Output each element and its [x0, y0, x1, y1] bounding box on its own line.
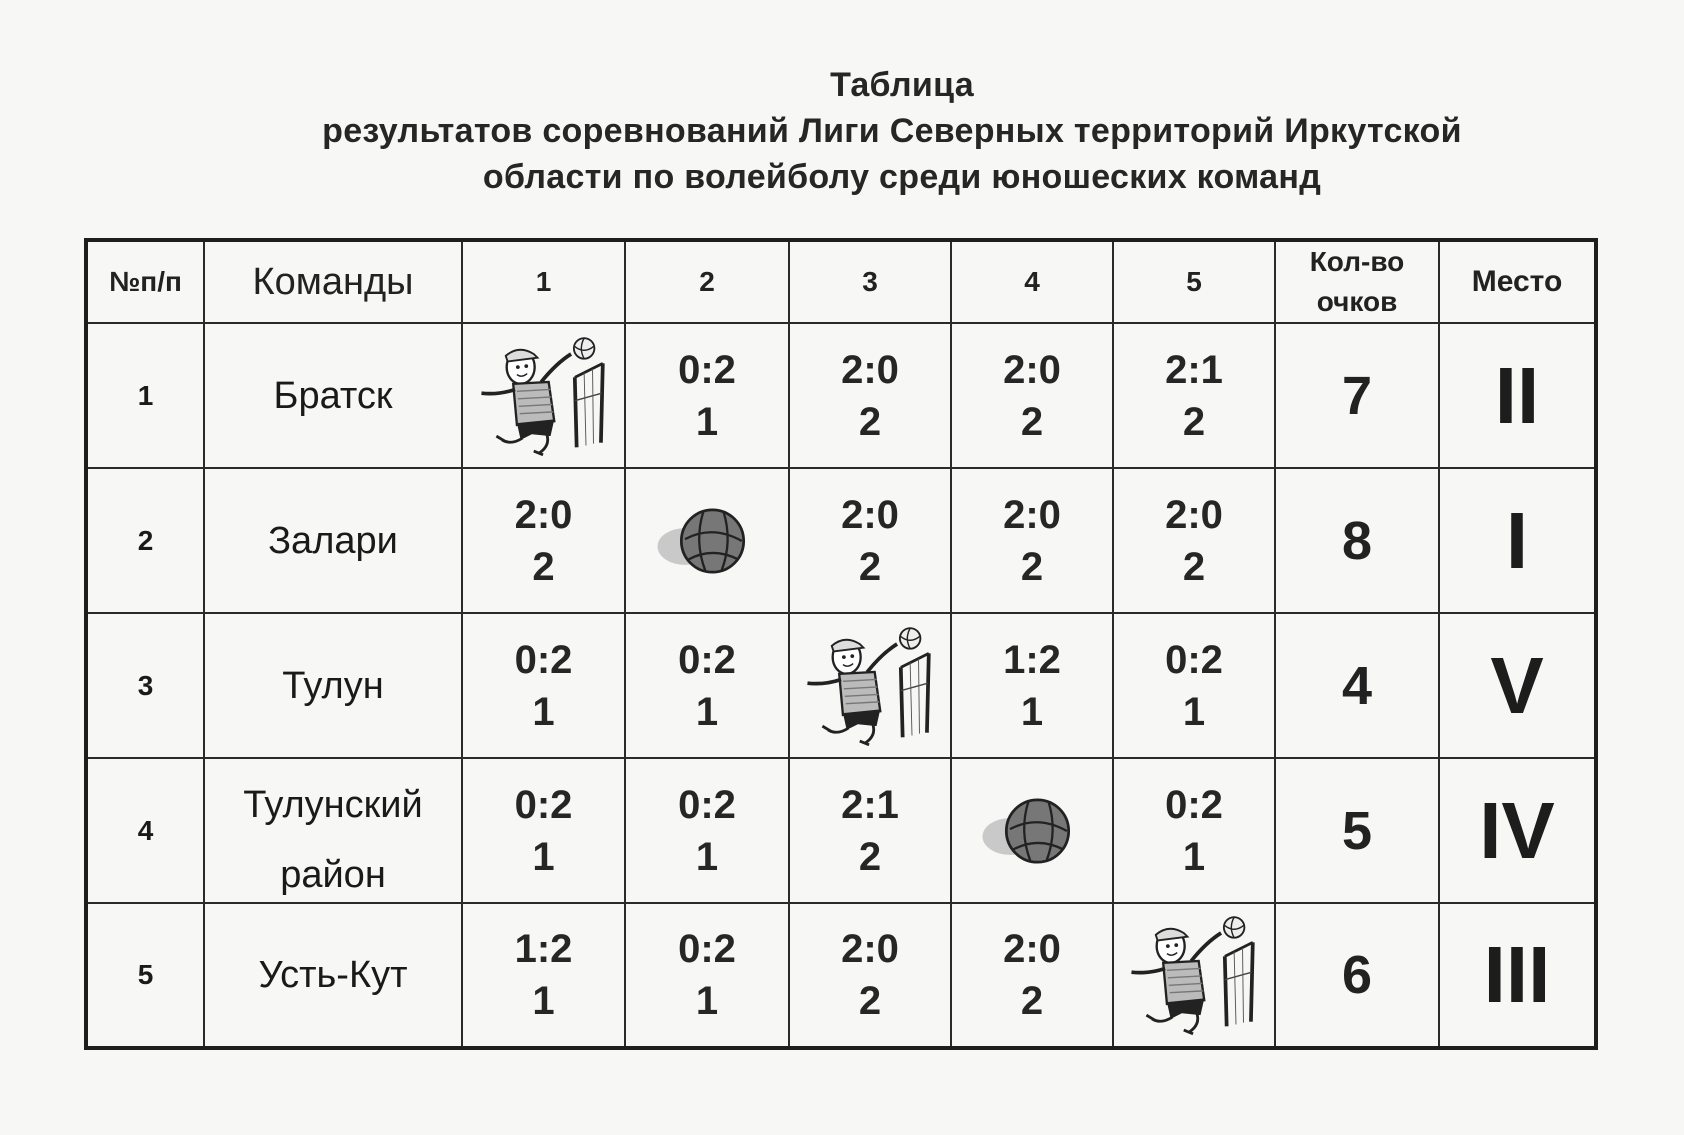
match-points: 1 — [532, 979, 555, 1023]
row-number: 2 — [86, 468, 204, 613]
score-cell — [1113, 613, 1275, 758]
team-name-line-1: Тулунский — [243, 783, 423, 826]
set-score: 0:2 — [1165, 637, 1223, 682]
score-cell — [951, 323, 1113, 468]
match-points: 2 — [1182, 544, 1206, 589]
match-points: 1 — [695, 399, 719, 444]
score-cell — [462, 758, 625, 903]
header-num: №п/п — [86, 240, 204, 323]
match-points: 1 — [695, 689, 719, 734]
header-col-1: 1 — [462, 240, 625, 323]
team-name: Залари — [204, 468, 462, 613]
title-line-1: Таблица — [830, 66, 974, 104]
results-table — [84, 238, 1598, 1050]
diagonal-cell — [462, 323, 625, 468]
match-points: 2 — [858, 544, 882, 589]
match-points: 2 — [1020, 544, 1044, 589]
table-row — [86, 468, 1596, 613]
score-cell — [789, 758, 951, 903]
table-row — [86, 758, 1596, 903]
diagonal-cell — [1113, 903, 1275, 1048]
team-name: Братск — [204, 323, 462, 468]
header-teams: Команды — [204, 240, 462, 323]
match-points: 2 — [858, 979, 882, 1023]
row-number: 1 — [86, 323, 204, 468]
header-col-5: 5 — [1113, 240, 1275, 323]
set-score: 2:0 — [1003, 927, 1061, 971]
diagonal-cell — [625, 468, 789, 613]
match-points: 1 — [695, 979, 719, 1023]
score-cell — [789, 323, 951, 468]
title-block — [0, 62, 1684, 200]
set-score: 0:2 — [678, 927, 736, 971]
match-points: 1 — [695, 834, 719, 879]
total-points: 5 — [1275, 758, 1439, 903]
match-points: 2 — [1020, 399, 1044, 444]
match-points: 1 — [1182, 689, 1206, 734]
title-line-2: результатов соревнований Лиги Северных территорий Иркутской — [322, 112, 1462, 150]
match-points: 1 — [1020, 689, 1044, 734]
score-cell — [789, 468, 951, 613]
match-points: 2 — [858, 834, 882, 879]
total-points: 7 — [1275, 323, 1439, 468]
team-name: Усть-Кут — [204, 903, 462, 1048]
title-line-3: области по волейболу среди юношеских команд — [482, 158, 1322, 196]
volleyball-player-icon — [474, 335, 614, 457]
score-cell — [951, 613, 1113, 758]
volleyball-player-icon — [800, 625, 940, 747]
set-score: 2:0 — [1003, 347, 1061, 392]
team-name — [204, 758, 462, 903]
header-col-2: 2 — [625, 240, 789, 323]
set-score: 2:1 — [1165, 347, 1223, 392]
score-cell — [951, 468, 1113, 613]
set-score: 2:0 — [1003, 492, 1061, 537]
set-score: 2:0 — [1165, 492, 1223, 537]
match-points: 2 — [532, 544, 555, 589]
place: III — [1439, 903, 1596, 1048]
score-cell — [625, 903, 789, 1048]
match-points: 2 — [1020, 979, 1044, 1023]
match-points: 2 — [858, 399, 882, 444]
row-number: 5 — [86, 903, 204, 1048]
header-col-4: 4 — [951, 240, 1113, 323]
set-score: 0:2 — [678, 782, 736, 827]
set-score: 2:0 — [841, 492, 899, 537]
place: I — [1439, 468, 1596, 613]
header-points — [1275, 240, 1439, 323]
set-score: 2:0 — [514, 492, 573, 537]
score-cell — [462, 903, 625, 1048]
set-score: 2:0 — [841, 927, 899, 971]
row-number: 4 — [86, 758, 204, 903]
total-points: 8 — [1275, 468, 1439, 613]
match-points: 1 — [532, 834, 555, 879]
volleyball-player-icon — [1124, 914, 1264, 1036]
place: II — [1439, 323, 1596, 468]
set-score: 2:0 — [841, 347, 899, 392]
team-name: Тулун — [204, 613, 462, 758]
match-points: 2 — [1182, 399, 1206, 444]
score-cell — [789, 903, 951, 1048]
table-row — [86, 613, 1596, 758]
place: V — [1439, 613, 1596, 758]
set-score: 2:1 — [841, 782, 899, 827]
place: IV — [1439, 758, 1596, 903]
table-row — [86, 323, 1596, 468]
set-score: 1:2 — [514, 927, 573, 971]
match-points: 1 — [1182, 834, 1206, 879]
total-points: 4 — [1275, 613, 1439, 758]
row-number: 3 — [86, 613, 204, 758]
header-place: Место — [1439, 240, 1596, 323]
score-cell — [462, 468, 625, 613]
score-cell — [462, 613, 625, 758]
set-score: 0:2 — [514, 782, 573, 827]
score-cell — [1113, 468, 1275, 613]
header-points-line-2: очков — [1316, 286, 1398, 317]
score-cell — [951, 903, 1113, 1048]
score-cell — [1113, 323, 1275, 468]
score-cell — [625, 323, 789, 468]
score-cell — [625, 613, 789, 758]
table-row — [86, 903, 1596, 1048]
team-name-line-2: район — [280, 853, 386, 896]
total-points: 6 — [1275, 903, 1439, 1048]
set-score: 0:2 — [678, 347, 736, 392]
header-row — [86, 240, 1596, 323]
set-score: 0:2 — [678, 637, 736, 682]
volleyball-ball-icon — [977, 793, 1087, 869]
header-points-line-1: Кол-во — [1309, 246, 1405, 277]
set-score: 1:2 — [1003, 637, 1061, 682]
score-cell — [1113, 758, 1275, 903]
volleyball-ball-icon — [652, 503, 762, 579]
set-score: 0:2 — [1165, 782, 1223, 827]
diagonal-cell — [789, 613, 951, 758]
match-points: 1 — [532, 689, 555, 734]
diagonal-cell — [951, 758, 1113, 903]
set-score: 0:2 — [514, 637, 573, 682]
score-cell — [625, 758, 789, 903]
header-col-3: 3 — [789, 240, 951, 323]
